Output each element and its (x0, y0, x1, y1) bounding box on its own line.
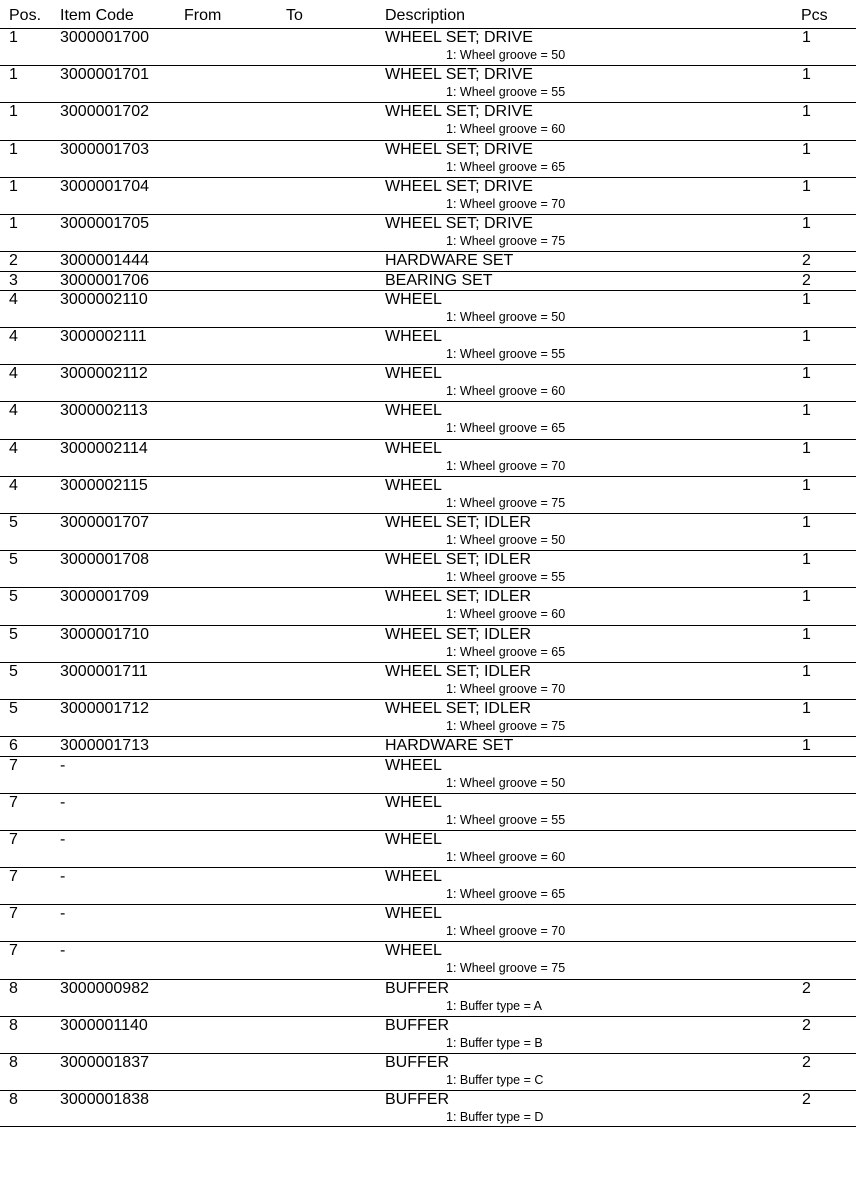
table-row (0, 1090, 856, 1127)
row-description: WHEEL (385, 402, 442, 420)
row-pcs: 1 (802, 328, 811, 346)
row-item-code: 3000002115 (60, 476, 148, 494)
table-row (0, 587, 856, 624)
row-attribute: 1: Wheel groove = 75 (446, 718, 566, 733)
row-item-code: 3000001700 (60, 29, 149, 46)
row-attribute: 1: Wheel groove = 60 (446, 607, 566, 622)
row-description: WHEEL SET; DRIVE (385, 66, 533, 84)
row-attribute: 1: Wheel groove = 65 (446, 421, 566, 436)
header-to: To (286, 7, 303, 24)
row-attribute: 1: Wheel groove = 75 (446, 495, 566, 510)
row-attribute: 1: Buffer type = A (446, 998, 543, 1013)
row-pos: 8 (9, 1016, 18, 1034)
table-row (0, 364, 856, 401)
table-row (0, 65, 856, 102)
row-item-code: 3000001705 (60, 214, 149, 232)
table-row (0, 1016, 856, 1053)
row-attribute: 1: Wheel groove = 55 (446, 570, 566, 585)
row-description: WHEEL (385, 476, 442, 494)
row-description: WHEEL (385, 830, 442, 848)
table-row (0, 979, 856, 1016)
row-pcs: 1 (802, 365, 811, 383)
row-description: BUFFER (385, 1016, 449, 1034)
row-pcs: 1 (802, 290, 811, 308)
row-pos: 4 (9, 439, 18, 457)
table-row (0, 904, 856, 941)
table-header (0, 7, 856, 29)
row-pcs: 1 (802, 662, 811, 680)
row-description: WHEEL (385, 365, 442, 383)
row-item-code: 3000001702 (60, 103, 149, 121)
row-attribute: 1: Wheel groove = 70 (446, 196, 566, 211)
table-row (0, 793, 856, 830)
table-row (0, 513, 856, 550)
row-pcs: 1 (802, 476, 811, 494)
row-description: WHEEL (385, 905, 442, 923)
row-pos: 4 (9, 328, 18, 346)
table-row (0, 271, 856, 290)
row-pcs: 1 (802, 66, 811, 84)
row-item-code: 3000001707 (60, 514, 149, 532)
row-description: WHEEL SET; DRIVE (385, 140, 533, 158)
row-pos: 5 (9, 514, 18, 532)
table-row (0, 28, 856, 65)
row-attribute: 1: Wheel groove = 55 (446, 812, 566, 827)
table-row (0, 327, 856, 364)
table-row (0, 140, 856, 177)
header-description: Description (385, 7, 466, 24)
row-pcs: 1 (802, 588, 811, 606)
row-pos: 7 (9, 942, 18, 960)
row-pcs: 1 (802, 402, 811, 420)
row-pos: 1 (9, 177, 18, 195)
row-pos: 4 (9, 290, 18, 308)
table-row (0, 736, 856, 755)
table-row (0, 625, 856, 662)
row-description: WHEEL (385, 793, 442, 811)
row-description: BUFFER (385, 1091, 449, 1109)
row-item-code: 3000002113 (60, 402, 148, 420)
row-attribute: 1: Buffer type = B (446, 1035, 543, 1050)
row-description: WHEEL SET; IDLER (385, 699, 532, 717)
row-description: WHEEL SET; IDLER (385, 551, 532, 569)
row-pcs: 1 (802, 214, 811, 232)
row-item-code: - (60, 905, 66, 923)
row-pcs: 2 (802, 1091, 811, 1109)
row-attribute: 1: Buffer type = D (446, 1110, 544, 1125)
row-attribute: 1: Buffer type = C (446, 1073, 544, 1088)
row-item-code: 3000001708 (60, 551, 149, 569)
header-from: From (184, 7, 222, 24)
row-item-code: 3000001701 (60, 66, 149, 84)
table-row (0, 867, 856, 904)
row-pcs: 1 (802, 103, 811, 121)
row-pos: 5 (9, 588, 18, 606)
row-pos: 8 (9, 1091, 18, 1109)
row-pos: 4 (9, 365, 18, 383)
row-attribute: 1: Wheel groove = 50 (446, 309, 566, 324)
table-row (0, 1053, 856, 1090)
row-item-code: 3000001837 (60, 1054, 149, 1072)
row-description: WHEEL (385, 290, 442, 308)
row-attribute: 1: Wheel groove = 70 (446, 681, 566, 696)
row-item-code: - (60, 942, 66, 960)
row-description: WHEEL SET; DRIVE (385, 177, 533, 195)
row-description: BUFFER (385, 979, 449, 997)
row-description: HARDWARE SET (385, 737, 514, 755)
header-pcs: Pcs (801, 7, 828, 24)
row-attribute: 1: Wheel groove = 65 (446, 159, 566, 174)
row-pos: 8 (9, 1054, 18, 1072)
row-pos: 5 (9, 551, 18, 569)
row-item-code: 3000001704 (60, 177, 149, 195)
row-pcs: 1 (802, 737, 811, 755)
row-description: WHEEL SET; DRIVE (385, 29, 533, 46)
header-pos: Pos. (9, 7, 42, 24)
row-item-code: - (60, 793, 66, 811)
row-description: BEARING SET (385, 271, 493, 289)
row-item-code: 3000001712 (60, 699, 149, 717)
row-pos: 7 (9, 793, 18, 811)
row-description: WHEEL (385, 328, 442, 346)
table-row (0, 830, 856, 867)
row-attribute: 1: Wheel groove = 50 (446, 48, 566, 62)
table-row (0, 401, 856, 438)
row-item-code: 3000001711 (60, 662, 148, 680)
row-item-code: 3000001709 (60, 588, 149, 606)
row-pcs: 1 (802, 439, 811, 457)
row-item-code: 3000001140 (60, 1016, 148, 1034)
row-attribute: 1: Wheel groove = 60 (446, 122, 566, 137)
table-row (0, 550, 856, 587)
row-pos: 1 (9, 103, 18, 121)
row-pcs: 2 (802, 252, 811, 270)
row-item-code: 3000002114 (60, 439, 148, 457)
row-pos: 7 (9, 905, 18, 923)
row-item-code: 3000001710 (60, 625, 149, 643)
row-attribute: 1: Wheel groove = 60 (446, 384, 566, 399)
row-attribute: 1: Wheel groove = 60 (446, 849, 566, 864)
table-row (0, 439, 856, 476)
row-attribute: 1: Wheel groove = 70 (446, 924, 566, 939)
row-item-code: - (60, 868, 66, 886)
row-description: WHEEL SET; IDLER (385, 662, 532, 680)
row-item-code: 3000002110 (60, 290, 148, 308)
row-description: WHEEL SET; IDLER (385, 625, 532, 643)
row-pos: 1 (9, 140, 18, 158)
table-row (0, 177, 856, 214)
row-item-code: 3000001706 (60, 271, 149, 289)
row-item-code: 3000000982 (60, 979, 149, 997)
row-pos: 6 (9, 737, 18, 755)
row-item-code: 3000002112 (60, 365, 148, 383)
row-pos: 7 (9, 868, 18, 886)
row-description: BUFFER (385, 1054, 449, 1072)
row-description: WHEEL SET; IDLER (385, 514, 532, 532)
row-attribute: 1: Wheel groove = 50 (446, 775, 566, 790)
table-row (0, 214, 856, 251)
row-item-code: 3000001703 (60, 140, 149, 158)
table-row (0, 662, 856, 699)
row-attribute: 1: Wheel groove = 75 (446, 961, 566, 976)
row-pos: 4 (9, 402, 18, 420)
table-row (0, 102, 856, 139)
table-body (0, 28, 856, 1127)
row-pcs: 1 (802, 29, 811, 46)
row-attribute: 1: Wheel groove = 55 (446, 347, 566, 362)
row-pcs: 1 (802, 140, 811, 158)
row-pcs: 1 (802, 625, 811, 643)
row-attribute: 1: Wheel groove = 65 (446, 887, 566, 902)
row-pos: 1 (9, 66, 18, 84)
table-row (0, 476, 856, 513)
row-pcs: 2 (802, 271, 811, 289)
row-pcs: 1 (802, 551, 811, 569)
row-pos: 7 (9, 756, 18, 774)
row-item-code: 3000001444 (60, 252, 149, 270)
table-row (0, 290, 856, 327)
table-row (0, 251, 856, 270)
row-description: WHEEL SET; DRIVE (385, 214, 533, 232)
table-row (0, 756, 856, 793)
row-pos: 1 (9, 214, 18, 232)
row-item-code: - (60, 756, 66, 774)
row-pos: 4 (9, 476, 18, 494)
row-attribute: 1: Wheel groove = 55 (446, 85, 566, 100)
row-description: WHEEL (385, 439, 442, 457)
row-pos: 5 (9, 625, 18, 643)
row-attribute: 1: Wheel groove = 65 (446, 644, 566, 659)
row-attribute: 1: Wheel groove = 70 (446, 458, 566, 473)
row-description: WHEEL (385, 868, 442, 886)
row-pcs: 2 (802, 979, 811, 997)
row-pos: 2 (9, 252, 18, 270)
row-description: WHEEL (385, 756, 442, 774)
row-pcs: 1 (802, 514, 811, 532)
row-pos: 7 (9, 830, 18, 848)
row-item-code: 3000002111 (60, 328, 147, 346)
row-pos: 8 (9, 979, 18, 997)
row-pcs: 1 (802, 699, 811, 717)
row-pos: 5 (9, 699, 18, 717)
row-description: WHEEL (385, 942, 442, 960)
table-row (0, 699, 856, 736)
row-pos: 5 (9, 662, 18, 680)
row-item-code: - (60, 830, 66, 848)
table-row (0, 941, 856, 978)
row-pcs: 2 (802, 1016, 811, 1034)
row-pcs: 1 (802, 177, 811, 195)
row-attribute: 1: Wheel groove = 75 (446, 233, 566, 248)
row-pos: 1 (9, 29, 18, 46)
row-description: WHEEL SET; IDLER (385, 588, 532, 606)
row-description: WHEEL SET; DRIVE (385, 103, 533, 121)
row-item-code: 3000001838 (60, 1091, 149, 1109)
row-description: HARDWARE SET (385, 252, 514, 270)
row-pcs: 2 (802, 1054, 811, 1072)
row-item-code: 3000001713 (60, 737, 149, 755)
header-item-code: Item Code (60, 7, 134, 24)
row-attribute: 1: Wheel groove = 50 (446, 533, 566, 548)
row-pos: 3 (9, 271, 18, 289)
